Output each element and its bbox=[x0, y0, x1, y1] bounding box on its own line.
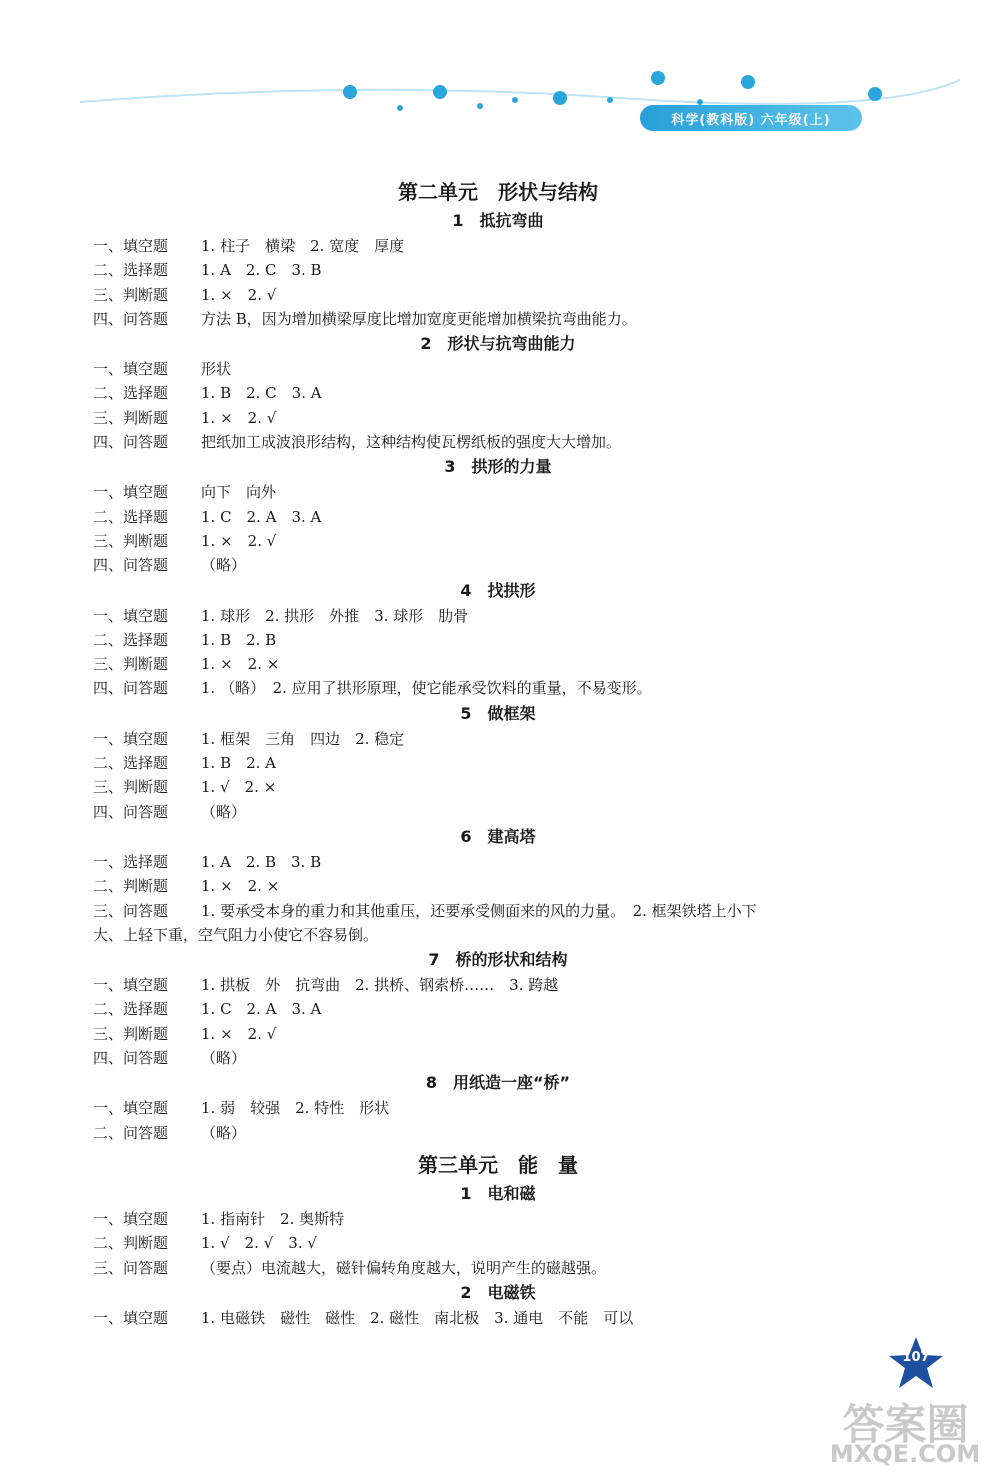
question-type-label: 一、填空题 bbox=[93, 729, 169, 748]
answer-text: 把纸加工成波浪形结构，这种结构使瓦楞纸板的强度大大增加。 bbox=[201, 433, 622, 452]
answer-row bbox=[93, 850, 903, 874]
lesson-title: 6 建高塔 bbox=[460, 826, 536, 846]
answer-text: 1. 弱 较强 2. 特性 形状 bbox=[201, 1099, 390, 1118]
question-type-label: 三、判断题 bbox=[93, 778, 169, 797]
question-type-label: 四、问答题 bbox=[93, 1049, 169, 1068]
question-type-label: 三、判断题 bbox=[93, 531, 169, 550]
answer-text: 方法 B，因为增加横梁厚度比增加宽度更能增加横梁抗弯曲能力。 bbox=[201, 309, 637, 328]
answer-text: 1. 球形 2. 拱形 外推 3. 球形 肋骨 bbox=[201, 606, 469, 625]
page-number: 107 bbox=[902, 1350, 930, 1365]
lesson-title: 1 电和磁 bbox=[460, 1183, 536, 1203]
question-type-label: 二、判断题 bbox=[93, 1234, 169, 1253]
unit-title: 第三单元 能 量 bbox=[418, 1152, 578, 1177]
lesson-title: 1 抵抗弯曲 bbox=[452, 211, 544, 230]
lesson-title: 2 形状与抗弯曲能力 bbox=[420, 334, 576, 354]
question-type-label: 二、选择题 bbox=[93, 754, 169, 773]
answer-text: （略） bbox=[201, 556, 247, 575]
answer-row bbox=[93, 1231, 903, 1255]
question-type-label: 一、填空题 bbox=[93, 1308, 169, 1327]
lesson-title: 2 电磁铁 bbox=[460, 1282, 536, 1302]
question-type-label: 四、问答题 bbox=[93, 802, 169, 821]
answer-row bbox=[93, 899, 903, 923]
question-type-label: 一、填空题 bbox=[93, 483, 169, 502]
answer-text: 1. × 2. √ bbox=[201, 1024, 277, 1043]
answer-row bbox=[93, 628, 903, 652]
answer-text: 形状 bbox=[201, 360, 232, 379]
question-type-label: 一、填空题 bbox=[93, 360, 169, 379]
answer-row bbox=[93, 604, 903, 628]
answer-row bbox=[93, 480, 903, 504]
answer-text: 1. √ 2. × bbox=[201, 778, 277, 797]
question-type-label: 三、判断题 bbox=[93, 408, 169, 427]
answer-text: 1. A 2. B 3. B bbox=[201, 852, 322, 871]
answer-continuation: 大、上轻下重，空气阻力小使它不容易倒。 bbox=[93, 925, 379, 944]
answer-text: 1. （略） 2. 应用了拱形原理，使它能承受饮料的重量，不易变形。 bbox=[201, 679, 652, 698]
answer-row bbox=[93, 874, 903, 898]
answer-row bbox=[93, 406, 903, 430]
answer-row bbox=[93, 1306, 903, 1330]
question-type-label: 三、问答题 bbox=[93, 1258, 169, 1277]
lesson-title: 7 桥的形状和结构 bbox=[428, 950, 568, 970]
answer-row bbox=[93, 676, 903, 700]
answer-row bbox=[93, 505, 903, 529]
question-type-label: 一、填空题 bbox=[93, 976, 169, 995]
question-type-label: 二、判断题 bbox=[93, 877, 169, 896]
answer-text: 1. C 2. A 3. A bbox=[201, 1000, 322, 1019]
answer-row bbox=[93, 529, 903, 553]
question-type-label: 三、问答题 bbox=[93, 901, 169, 920]
question-type-label: 一、选择题 bbox=[93, 852, 169, 871]
answer-row bbox=[93, 1096, 903, 1120]
answer-text: （要点）电流越大，磁针偏转角度越大，说明产生的磁越强。 bbox=[201, 1258, 607, 1277]
question-type-label: 四、问答题 bbox=[93, 556, 169, 575]
lesson-title: 8 用纸造一座“桥” bbox=[425, 1073, 571, 1093]
question-type-label: 四、问答题 bbox=[93, 433, 169, 452]
answer-row bbox=[93, 1121, 903, 1145]
answer-content bbox=[93, 172, 903, 1330]
question-type-label: 一、填空题 bbox=[93, 1209, 169, 1228]
lesson-title: 3 拱形的力量 bbox=[444, 457, 552, 477]
lesson-title: 5 做框架 bbox=[460, 703, 536, 723]
answer-row bbox=[93, 652, 903, 676]
answer-row bbox=[93, 553, 903, 577]
answer-text: （略） bbox=[201, 802, 247, 821]
answer-text: 1. B 2. B bbox=[201, 630, 277, 649]
lesson-title: 4 找拱形 bbox=[460, 580, 536, 600]
watermark-logo: 答案圈 bbox=[842, 1400, 969, 1449]
question-type-label: 二、选择题 bbox=[93, 630, 169, 649]
answer-row bbox=[93, 283, 903, 307]
question-type-label: 三、判断题 bbox=[93, 655, 169, 674]
answer-text: 1. C 2. A 3. A bbox=[201, 507, 322, 526]
answer-row bbox=[93, 430, 903, 454]
answer-row bbox=[93, 727, 903, 751]
header-badge: 科学(教科版) 六年级(上) bbox=[640, 105, 862, 131]
question-type-label: 二、选择题 bbox=[93, 507, 169, 526]
answer-row bbox=[93, 1046, 903, 1070]
question-type-label: 一、填空题 bbox=[93, 237, 169, 255]
answer-row bbox=[93, 357, 903, 381]
answer-text: （略） bbox=[201, 1049, 247, 1068]
answer-row bbox=[93, 997, 903, 1021]
answer-text: 1. B 2. A bbox=[201, 754, 277, 773]
answer-text: 1. B 2. C 3. A bbox=[201, 384, 322, 403]
answer-text: 1. × 2. √ bbox=[201, 531, 277, 550]
answer-text: 1. × 2. × bbox=[201, 655, 280, 674]
answer-text: 1. 要承受本身的重力和其他重压，还要承受侧面来的风的力量。 2. 框架铁塔上小下 bbox=[201, 901, 757, 920]
question-type-label: 二、选择题 bbox=[93, 384, 169, 403]
answer-text: 1. × 2. √ bbox=[201, 285, 277, 304]
question-type-label: 一、填空题 bbox=[93, 1099, 169, 1118]
answer-text: 1. 电磁铁 磁性 磁性 2. 磁性 南北极 3. 通电 不能 可以 bbox=[201, 1308, 634, 1327]
answer-row bbox=[93, 307, 903, 331]
answer-row bbox=[93, 258, 903, 282]
question-type-label: 一、填空题 bbox=[93, 606, 169, 625]
answer-row bbox=[93, 775, 903, 799]
answer-text: （略） bbox=[201, 1123, 247, 1142]
answer-row bbox=[93, 973, 903, 997]
answer-text: 1. 框架 三角 四边 2. 稳定 bbox=[201, 729, 405, 748]
watermark-url: MXQE.COM bbox=[829, 1440, 981, 1468]
answer-text: 1. × 2. √ bbox=[201, 408, 277, 427]
answer-row bbox=[93, 1022, 903, 1046]
answer-text: 向下 向外 bbox=[201, 483, 277, 502]
answer-row bbox=[93, 381, 903, 405]
question-type-label: 四、问答题 bbox=[93, 309, 169, 328]
answer-row bbox=[93, 800, 903, 824]
question-type-label: 四、问答题 bbox=[93, 679, 169, 698]
question-type-label: 三、判断题 bbox=[93, 285, 169, 304]
answer-row bbox=[93, 1207, 903, 1231]
answer-row bbox=[93, 234, 903, 258]
question-type-label: 三、判断题 bbox=[93, 1024, 169, 1043]
answer-text: 1. 拱板 外 抗弯曲 2. 拱桥、钢索桥…… 3. 跨越 bbox=[201, 976, 559, 995]
answer-text: 1. A 2. C 3. B bbox=[201, 261, 322, 280]
answer-text: 1. √ 2. √ 3. √ bbox=[201, 1234, 317, 1253]
answer-text: 1. 指南针 2. 奥斯特 bbox=[201, 1209, 345, 1228]
answer-text: 1. 柱子 横梁 2. 宽度 厚度 bbox=[201, 237, 405, 255]
unit-title: 第二单元 形状与结构 bbox=[398, 180, 598, 204]
answer-row bbox=[93, 751, 903, 775]
answer-text: 1. × 2. × bbox=[201, 877, 280, 896]
question-type-label: 二、选择题 bbox=[93, 261, 169, 280]
answer-row bbox=[93, 1256, 903, 1280]
question-type-label: 二、选择题 bbox=[93, 1000, 169, 1019]
question-type-label: 二、问答题 bbox=[93, 1123, 169, 1142]
